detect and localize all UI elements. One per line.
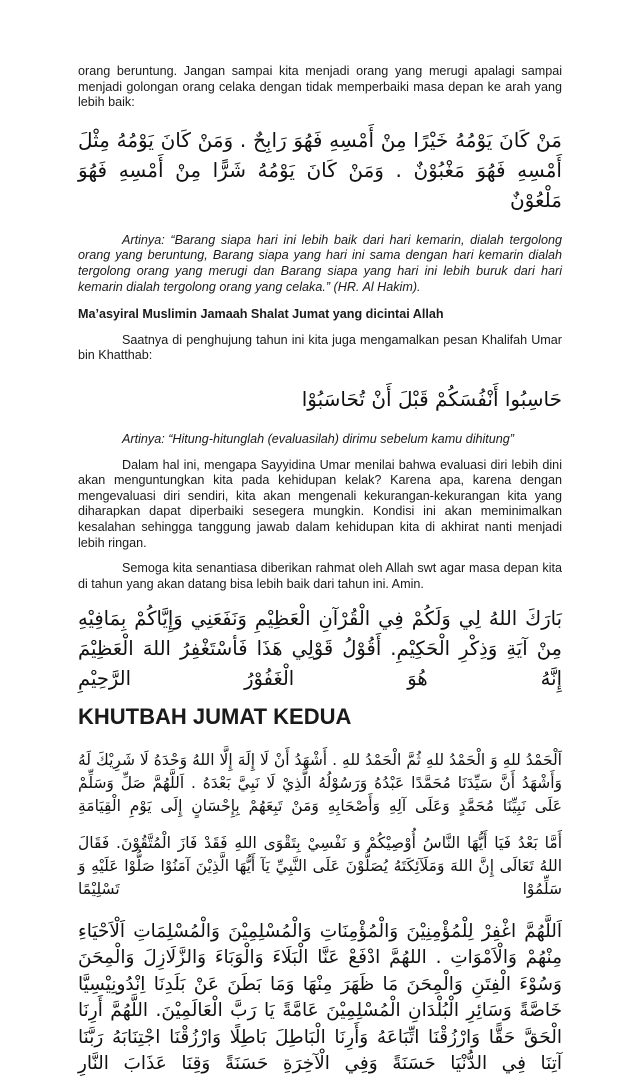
arabic-hadith-verse: مَنْ كَانَ يَوْمُهُ خَيْرًا مِنْ أَمْسِهِ فَهُوَ رَابِحٌ . وَمَنْ كَانَ يَوْمُهُ مِثْلَ أَمْسِهِ فَهُوَ مَغْبُوْنٌ . وَمَنْ كَانَ يَوْمُهُ شَرًّا مِنْ أَمْسِهِ فَهُوَ مَلْعُوْنٌ [78, 127, 562, 212]
paragraph-umar-message: Saatnya di penghujung tahun ini kita juga mengamalkan pesan Khalifah Umar bin Khatthab: [78, 332, 562, 363]
document-page [78, 64, 562, 1078]
hadith-translation: Artinya: “Barang siapa hari ini lebih baik dari hari kemarin, dialah tergolong orang yang beruntung, Barang siapa yang hari ini sama dengan hari kemarin dialah tergolong orang yang merugi dan Barang siapa yang hari ini lebih buruk dari hari kemarin dialah tergolong orang yang celaka.” (HR. Al Hakim). [78, 232, 562, 294]
arabic-khutbah2-doa: اَللَّهُمَّ اغْفِرْ لِلْمُؤْمِنِيْنَ وَالْمُؤْمِنَاتِ وَالْمُسْلِمِيْنَ وَالْمُسْلِمَاتِ اَلْاَحْيَاءِ مِنْهُمْ وَالْاَمْوَاتِ . اللهُمَّ ادْفَعْ عَنَّا الْبَلَاءَ وَالْوَبَاءَ وَالزَّلَازِلَ وَالْمِحَنَ وَسُوْءَ الْفِتَنِ وَالْمِحَنَ مَا ظَهَرَ مِنْهَا وَمَا بَطَنَ عَنْ بَلَدِنَا اِنْدُونِيْسِيَّا خَاصَّةً وَسَائِرِ الْبُلْدَانِ الْمُسْلِمِيْنَ عَامَّةً يَا رَبَّ الْعَالَمِيْنَ. اللَّهُمَّ أَرِنَا الْحَقَّ حَقًّا وَارْزُقْنَا اتِّبَاعَهُ وَأَرِنَا الْبَاطِلَ بَاطِلًا وَارْزُقْنَا اجْتِنَابَهُ رَبَّنَا آتِنَا فِي الدُّنْيَا حَسَنَةً وَفِي الْآخِرَةِ حَسَنَةً وَقِنَا عَذَابَ النَّارِ [78, 920, 562, 1075]
hasibu-translation: Artinya: “Hitung-hitunglah (evaluasilah) dirimu sebelum kamu dihitung” [122, 431, 514, 446]
paragraph-closing-hope: Semoga kita senantiasa diberikan rahmat oleh Allah swt agar masa depan kita di tahun yang akan datang bisa lebih baik dari tahun ini. Amin. [78, 561, 562, 591]
subheading-maasyiral: Ma’asyiral Muslimin Jamaah Shalat Jumat yang dicintai Allah [78, 307, 444, 322]
arabic-hasibu-quote: حَاسِبُوا أَنْفُسَكُمْ قَبْلَ أَنْ تُحَاسَبُوْا [301, 386, 562, 411]
intro-paragraph: orang beruntung. Jangan sampai kita menjadi orang yang merugi apalagi sampai menjadi golongan orang celaka dengan tidak memperbaiki masa depan ke arah yang lebih baik: [78, 64, 562, 110]
arabic-barakallah-doa: بَارَكَ اللهُ لِي وَلَكُمْ فِي الْقُرْآنِ الْعَظِيْمِ وَنَفَعَنِي وَإِيَّاكُمْ بِمَافِيْهِ مِنْ آيَةِ وَذِكْرِ الْحَكِيْمِ. أَقُوْلُ قَوْلِي هَذَا فَأسْتَغْفِرُ اللهَ الْعَظِيْمَ إِنَّهُ هُوَ الْغَفُوْرُ الرَّحِيْمِ [78, 607, 562, 691]
paragraph-evaluation: Dalam hal ini, mengapa Sayyidina Umar menilai bahwa evaluasi diri lebih dini akan menguntungkan kita pada kehidupan kelak? Karena apa, karena dengan mengevaluasi diri sendiri, kita akan mengenali kekurangan-kekurangan kita yang diharapkan dapat diperbaiki sesegera mungkin. Kondisi ini akan meminimalkan kesalahan sehingga tanggung jawab dalam kehidupan kita di akhirat nanti menjadi lebih ringan. [78, 457, 562, 550]
arabic-khutbah2-opening: اَلْحَمْدُ للهِ وَ الْحَمْدُ للهِ ثُمَّ الْحَمْدُ للهِ . أَشْهَدُ أَنْ لَا إِلَهَ إِلَّا اللهُ وَحْدَهُ لَا شَرِيْكَ لَهُ وَأَشْهَدُ أَنَّ سَيِّدَنَا مُحَمَّدًا عَبْدُهُ وَرَسُوْلُهُ الَّذِيْ لَا نَبِيَّ بَعْدَهُ . اَللَّهُمَّ صَلِّ وَسَلِّمْ عَلَى نَبِيِّنَا مُحَمَّدٍ وَعَلَى آلِهِ وَأَصْحَابِهِ وَمَنْ تَبِعَهُمْ بِإِحْسَانٍ إِلَى يَوْمِ الْقِيَامَةِ [78, 750, 562, 815]
section-title-khutbah-kedua: KHUTBAH JUMAT KEDUA [78, 704, 352, 730]
arabic-khutbah2-wasiat: أَمَّا بَعْدُ فَيَا أَيُّهَا النَّاسُ أُوْصِيْكُمْ وَ نَفْسِيْ بِتَقْوَى اللهِ فَقَدْ فَازَ الْمُتَّقُوْنَ. فَقَالَ اللهُ تَعَالَى إِنَّ اللهَ وَمَلَآئِكَتَهُ يُصَلُّوْنَ عَلَى النَّبِيِّ يَآ أَيُّهَا الَّذِيْنَ آمَنُوْا صَلُّوْا عَلَيْهِ وَ سَلِّمُوْا تَسْلِيْمًا [78, 833, 562, 898]
